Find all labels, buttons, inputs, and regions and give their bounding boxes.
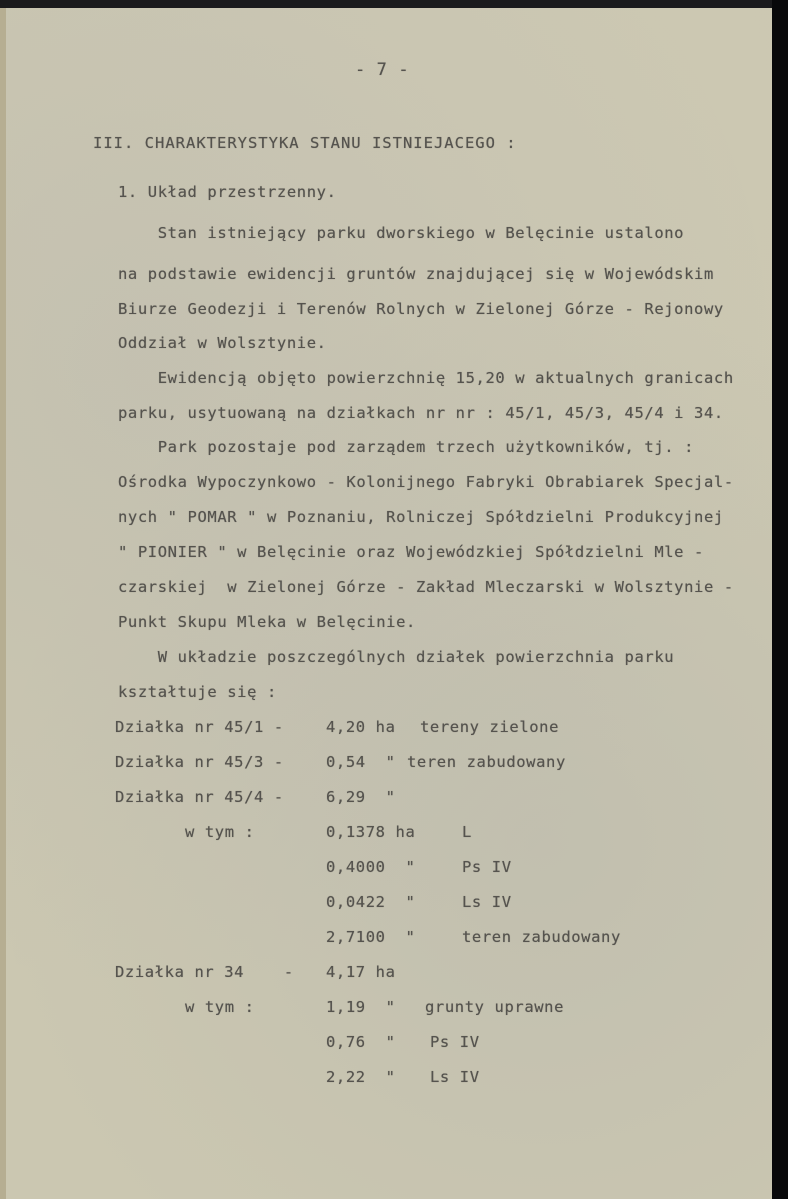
breakdown-label: w tym :	[185, 823, 255, 841]
breakdown-area: 0,76 "	[326, 1033, 396, 1051]
parcel-use: teren zabudowany	[407, 753, 566, 771]
parcel-area: 0,54 "	[326, 753, 396, 771]
parcel-area: 6,29 "	[326, 788, 396, 806]
parcel-area: 4,17 ha	[326, 963, 396, 981]
paragraph-line: nych " POMAR " w Poznaniu, Rolniczej Spółdzielni Produkcyjnej	[118, 508, 724, 526]
paragraph-line: Biurze Geodezji i Terenów Rolnych w Zielonej Górze - Rejonowy	[118, 300, 724, 318]
breakdown-class: grunty uprawne	[425, 998, 565, 1016]
breakdown-area: 0,0422 "	[326, 893, 416, 911]
breakdown-area: 0,1378 ha	[326, 823, 416, 841]
breakdown-area: 0,4000 "	[326, 858, 416, 876]
breakdown-class: teren zabudowany	[462, 928, 621, 946]
parcel-label: Działka nr 45/1 -	[115, 718, 284, 736]
paragraph-line: Ewidencją objęto powierzchnię 15,20 w aktualnych granicach	[118, 369, 734, 387]
parcel-label: Działka nr 45/4 -	[115, 788, 284, 806]
breakdown-class: Ps IV	[462, 858, 512, 876]
paragraph-line: Stan istniejący parku dworskiego w Belęcinie ustalono	[118, 224, 685, 242]
document-page	[0, 8, 773, 1199]
paragraph-line: Ośrodka Wypoczynkowo - Kolonijnego Fabryki Obrabiarek Specjal-	[118, 473, 734, 491]
breakdown-class: Ls IV	[430, 1068, 480, 1086]
parcel-use: tereny zielone	[420, 718, 560, 736]
paragraph-line: na podstawie ewidencji gruntów znajdującej się w Wojewódskim	[118, 265, 714, 283]
subsection-heading: 1. Układ przestrzenny.	[118, 183, 337, 201]
paragraph-line: kształtuje się :	[118, 683, 277, 701]
paragraph-line: Park pozostaje pod zarządem trzech użytkowników, tj. :	[118, 438, 695, 456]
breakdown-class: Ls IV	[462, 893, 512, 911]
scan-right-border	[772, 0, 788, 1199]
paragraph-line: Punkt Skupu Mleka w Belęcinie.	[118, 613, 416, 631]
breakdown-label: w tym :	[185, 998, 255, 1016]
paragraph-line: parku, usytuowaną na działkach nr nr : 45/1, 45/3, 45/4 i 34.	[118, 404, 724, 422]
paragraph-line: Oddział w Wolsztynie.	[118, 334, 327, 352]
parcel-label: Działka nr 34 -	[115, 963, 294, 981]
paragraph-line: czarskiej w Zielonej Górze - Zakład Mleczarski w Wolsztynie -	[118, 578, 734, 596]
breakdown-class: Ps IV	[430, 1033, 480, 1051]
paragraph-line: " PIONIER " w Belęcinie oraz Wojewódzkiej Spółdzielni Mle -	[118, 543, 704, 561]
breakdown-area: 2,7100 "	[326, 928, 416, 946]
parcel-label: Działka nr 45/3 -	[115, 753, 284, 771]
breakdown-class: L	[462, 823, 472, 841]
section-heading: III. CHARAKTERYSTYKA STANU ISTNIEJACEGO :	[93, 134, 517, 152]
breakdown-area: 2,22 "	[326, 1068, 396, 1086]
parcel-area: 4,20 ha	[326, 718, 396, 736]
page-left-edge	[0, 8, 6, 1199]
breakdown-area: 1,19 "	[326, 998, 396, 1016]
page-number: - 7 -	[355, 60, 410, 80]
paragraph-line: W układzie poszczególnych działek powierzchnia parku	[118, 648, 675, 666]
